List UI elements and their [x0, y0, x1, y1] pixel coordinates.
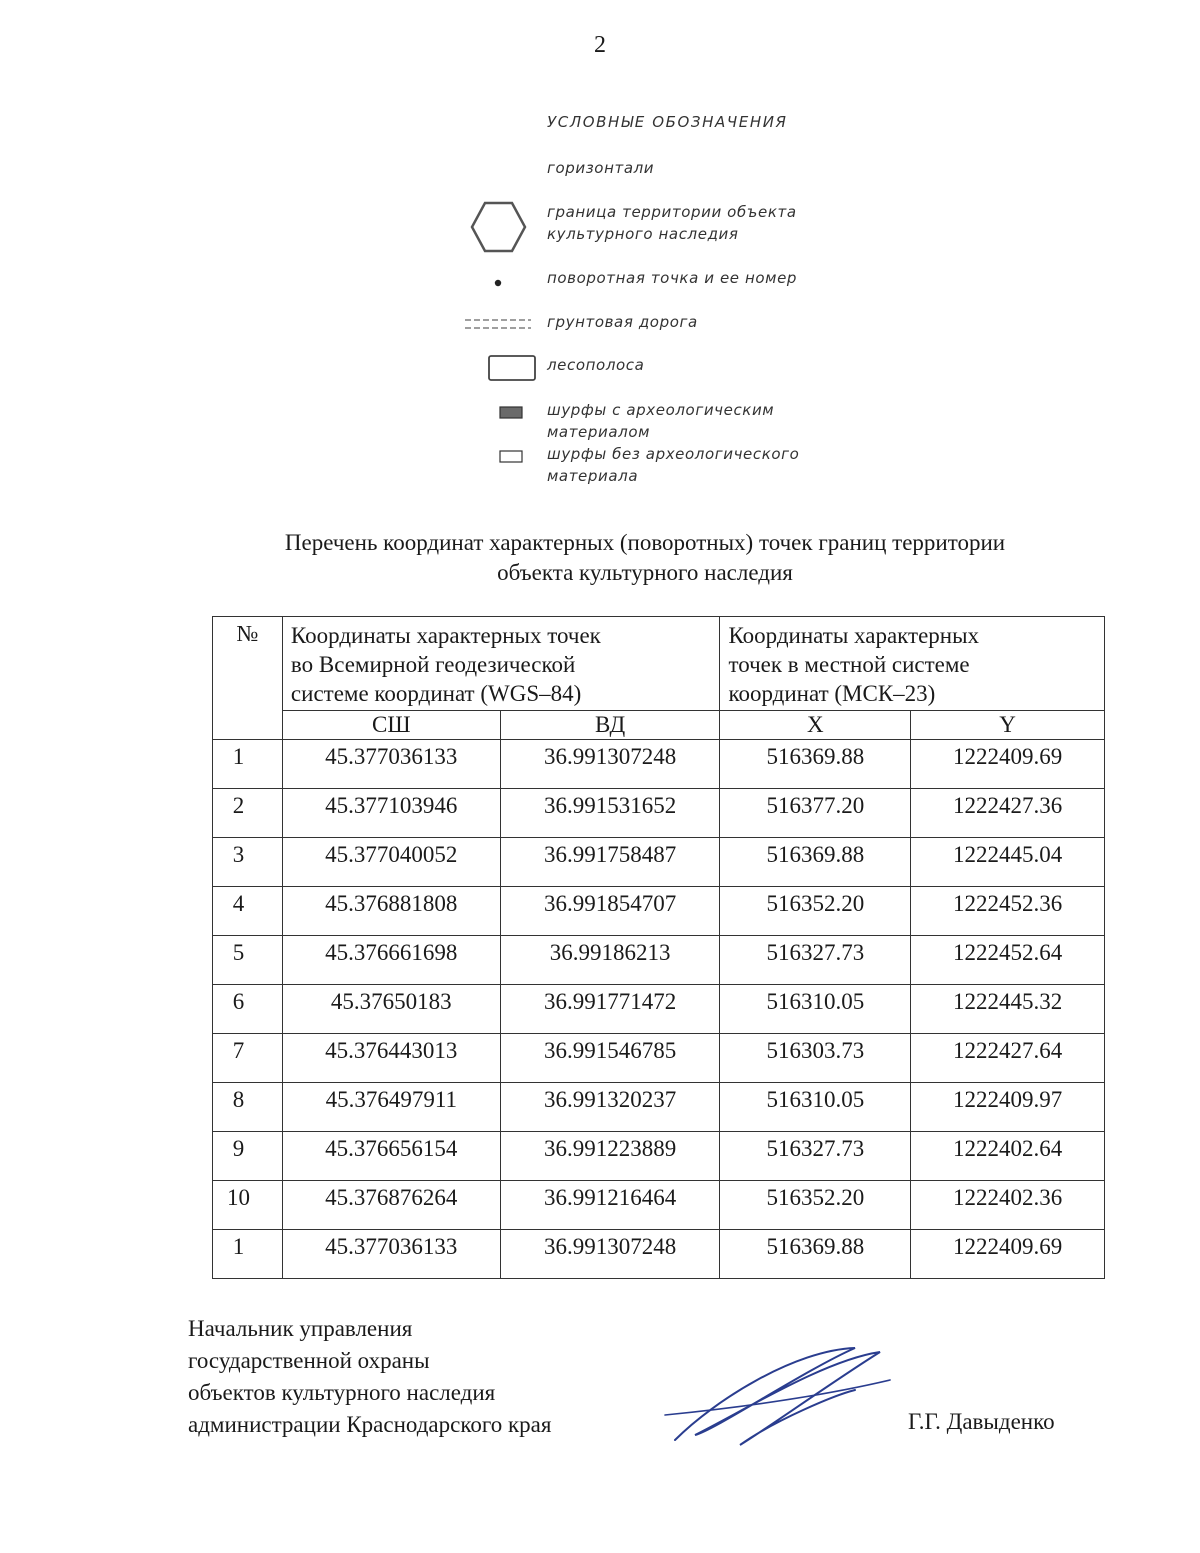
longitude-value: 36.991320237 — [500, 1083, 720, 1132]
point-number: 1 — [213, 740, 283, 789]
legend-item-turning-point — [455, 267, 875, 307]
x-value: 516369.88 — [720, 838, 911, 887]
longitude-value: 36.991854707 — [500, 887, 720, 936]
legend-title: УСЛОВНЫЕ ОБОЗНАЧЕНИЯ — [547, 113, 788, 131]
x-value: 516310.05 — [720, 985, 911, 1034]
point-number: 5 — [213, 936, 283, 985]
latitude-value: 45.377103946 — [282, 789, 500, 838]
legend-item-pit-without-material — [455, 443, 875, 483]
longitude-value: 36.991216464 — [500, 1181, 720, 1230]
table-caption: Перечень координат характерных (поворотных) точек границ территории объекта культурного наследия — [284, 530, 1006, 585]
legend-label: шурфы с археологическим материалом — [547, 401, 775, 441]
table-row — [213, 985, 1105, 1034]
y-value: 1222409.97 — [911, 1083, 1105, 1132]
x-value: 516369.88 — [720, 740, 911, 789]
hexagon-boundary-icon — [455, 201, 540, 261]
longitude-value: 36.991307248 — [500, 740, 720, 789]
legend-item-boundary — [455, 201, 875, 241]
y-value: 1222445.04 — [911, 838, 1105, 887]
latitude-value: 45.376443013 — [282, 1034, 500, 1083]
x-header: X — [720, 711, 911, 740]
y-value: 1222452.64 — [911, 936, 1105, 985]
x-value: 516310.05 — [720, 1083, 911, 1132]
longitude-value: 36.991546785 — [500, 1034, 720, 1083]
x-value: 516352.20 — [720, 1181, 911, 1230]
y-value: 1222409.69 — [911, 740, 1105, 789]
latitude-value: 45.377036133 — [282, 1230, 500, 1279]
y-value: 1222402.36 — [911, 1181, 1105, 1230]
latitude-value: 45.377040052 — [282, 838, 500, 887]
y-value: 1222427.36 — [911, 789, 1105, 838]
page-number: 2 — [594, 32, 606, 58]
y-value: 1222409.69 — [911, 1230, 1105, 1279]
latitude-value: 45.376656154 — [282, 1132, 500, 1181]
point-number: 9 — [213, 1132, 283, 1181]
longitude-value: 36.991758487 — [500, 838, 720, 887]
table-row — [213, 1034, 1105, 1083]
legend-item-dirt-road — [455, 311, 875, 351]
latitude-value: 45.376661698 — [282, 936, 500, 985]
table-row — [213, 1230, 1105, 1279]
handwritten-signature — [655, 1340, 895, 1455]
msk23-header: Координаты характерных точек в местной системе координат (МСК–23) — [720, 617, 1105, 711]
x-value: 516327.73 — [720, 936, 911, 985]
point-number: 6 — [213, 985, 283, 1034]
point-number: 4 — [213, 887, 283, 936]
longitude-value: 36.991771472 — [500, 985, 720, 1034]
signer-position: Начальник управления государственной охраны объектов культурного наследия администрации Краснодарского края — [188, 1316, 552, 1437]
y-value: 1222445.32 — [911, 985, 1105, 1034]
table-row — [213, 936, 1105, 985]
legend-item-contours — [455, 157, 875, 197]
legend-item-pit-with-material — [455, 399, 875, 439]
x-value: 516377.20 — [720, 789, 911, 838]
signer-name: Г.Г. Давыденко — [908, 1409, 1055, 1434]
table-row — [213, 789, 1105, 838]
coordinates-table — [212, 616, 1105, 1279]
table-body — [213, 740, 1105, 1279]
y-value: 1222427.64 — [911, 1034, 1105, 1083]
legend-label: грунтовая дорога — [547, 313, 698, 331]
legend-label: лесополоса — [547, 356, 645, 374]
table-row — [213, 887, 1105, 936]
table-row — [213, 1181, 1105, 1230]
point-number: 10 — [213, 1181, 283, 1230]
y-value: 1222402.64 — [911, 1132, 1105, 1181]
longitude-value: 36.991307248 — [500, 1230, 720, 1279]
x-value: 516327.73 — [720, 1132, 911, 1181]
table-row — [213, 1132, 1105, 1181]
table-subheader-row — [213, 711, 1105, 740]
latitude-value: 45.376497911 — [282, 1083, 500, 1132]
latitude-value: 45.37650183 — [282, 985, 500, 1034]
legend-label: граница территории объекта культурного наследия — [547, 203, 797, 243]
y-value: 1222452.36 — [911, 887, 1105, 936]
point-number: 7 — [213, 1034, 283, 1083]
point-number: 1 — [213, 1230, 283, 1279]
point-number: 3 — [213, 838, 283, 887]
legend-item-forest-belt — [455, 354, 875, 394]
latitude-header: СШ — [282, 711, 500, 740]
table-row — [213, 838, 1105, 887]
x-value: 516352.20 — [720, 887, 911, 936]
longitude-header: ВД — [500, 711, 720, 740]
longitude-value: 36.991223889 — [500, 1132, 720, 1181]
point-number: 2 — [213, 789, 283, 838]
x-value: 516369.88 — [720, 1230, 911, 1279]
pit-without-material-icon — [455, 443, 540, 503]
latitude-value: 45.376881808 — [282, 887, 500, 936]
y-header: Y — [911, 711, 1105, 740]
legend-label: поворотная точка и ее номер — [547, 269, 798, 287]
x-value: 516303.73 — [720, 1034, 911, 1083]
table-row — [213, 740, 1105, 789]
wgs84-header: Координаты характерных точек во Всемирной геодезической системе координат (WGS–84) — [282, 617, 720, 711]
legend-label: горизонтали — [547, 159, 655, 177]
longitude-value: 36.99186213 — [500, 936, 720, 985]
table-header-row — [213, 617, 1105, 711]
longitude-value: 36.991531652 — [500, 789, 720, 838]
legend-label: шурфы без археологического материала — [547, 445, 800, 485]
point-number: 8 — [213, 1083, 283, 1132]
table-row — [213, 1083, 1105, 1132]
latitude-value: 45.376876264 — [282, 1181, 500, 1230]
number-column-header: № — [213, 617, 283, 740]
latitude-value: 45.377036133 — [282, 740, 500, 789]
